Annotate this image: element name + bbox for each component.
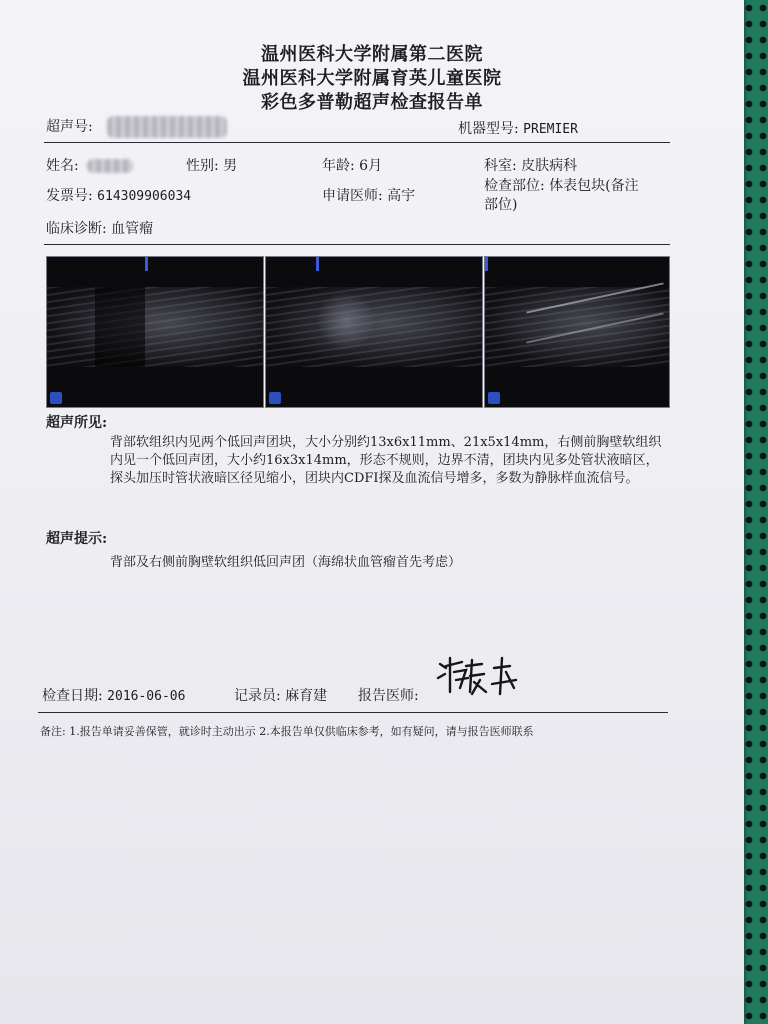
redacted-name — [87, 159, 133, 173]
probe-logo-icon — [488, 392, 500, 404]
site-value-2: 部位) — [484, 197, 518, 213]
report-doctor-label: 报告医师: — [358, 688, 419, 704]
doctor-signature — [436, 652, 526, 698]
age-field — [322, 155, 382, 175]
sex-value: 男 — [223, 158, 238, 174]
dept-field — [484, 155, 577, 175]
diagnosis-field — [46, 218, 153, 238]
depth-scale-icon — [485, 257, 488, 271]
doctor-label: 申请医师: — [322, 188, 383, 204]
invoice-field — [46, 185, 191, 205]
footer-note: 备注: 1.报告单请妥善保管，就诊时主动出示 2.本报告单仅供临床参考，如有疑问，请与报告医师联系 — [40, 725, 534, 738]
diagnosis-label: 临床诊断: — [46, 221, 107, 237]
report-title: 彩色多普勒超声检查报告单 — [261, 92, 483, 113]
probe-logo-icon — [269, 392, 281, 404]
machine-value: PREMIER — [523, 122, 578, 137]
depth-scale-icon — [145, 257, 148, 271]
exam-no-label: 超声号: — [46, 119, 93, 135]
impression-label: 超声提示: — [46, 531, 108, 547]
findings-label: 超声所见: — [46, 415, 108, 431]
ultrasound-image-2 — [265, 256, 483, 408]
findings-text: 背部软组织内见两个低回声团块，大小分别约13x6x11mm、21x5x14mm，右侧前胸壁软组织内见一个低回声团，大小约16x3x14mm，形态不规则，边界不清，团块内见多处管状液暗区，探头加压时管状液暗区径见缩小，团块内CDFI探及血流信号增多，多数为静脉样血流信号。 — [110, 435, 662, 486]
site-field — [484, 177, 639, 215]
hospital-name-2: 温州医科大学附属育英儿童医院 — [242, 68, 502, 89]
ultrasound-image-1 — [46, 256, 264, 408]
exam-date-label: 检查日期: — [42, 688, 103, 704]
sex-field — [186, 155, 237, 175]
diagnosis-value: 血管瘤 — [111, 221, 154, 237]
footer-divider — [38, 712, 668, 713]
patient-divider — [44, 244, 670, 245]
lesion-region — [316, 291, 376, 351]
ultrasound-texture — [47, 287, 263, 367]
impression-text: 背部及右侧前胸壁软组织低回声团（海绵状血管瘤首先考虑） — [110, 555, 462, 570]
dept-label: 科室: — [484, 158, 517, 174]
probe-logo-icon — [50, 392, 62, 404]
ultrasound-texture — [485, 287, 669, 367]
header-divider — [44, 142, 670, 143]
report-doctor-field — [358, 685, 419, 705]
invoice-value: 614309906034 — [97, 189, 192, 204]
age-label: 年龄: — [322, 158, 355, 174]
recorder-label: 记录员: — [234, 688, 281, 704]
invoice-label: 发票号: — [46, 188, 93, 204]
name-label: 姓名: — [46, 158, 79, 174]
doctor-value: 高宇 — [387, 188, 416, 204]
sex-label: 性别: — [186, 158, 219, 174]
site-label: 检查部位: — [484, 178, 545, 194]
exam-date-value: 2016-06-06 — [107, 689, 186, 704]
exam-no-row — [46, 116, 227, 138]
dept-value: 皮肤病科 — [521, 158, 578, 174]
recorder-field — [234, 685, 327, 705]
depth-scale-icon — [316, 257, 319, 271]
shadow-region — [95, 287, 145, 367]
machine-row — [458, 118, 578, 138]
exam-date-field — [42, 685, 185, 705]
machine-label: 机器型号: — [458, 121, 519, 137]
hospital-name-1: 温州医科大学附属第二医院 — [261, 44, 483, 65]
redacted-exam-no — [107, 116, 227, 138]
doctor-field — [322, 185, 415, 205]
name-field — [46, 155, 133, 175]
ultrasound-image-3 — [484, 256, 670, 408]
recorder-value: 麻育建 — [285, 688, 328, 704]
site-value-1: 体表包块(备注 — [549, 178, 639, 194]
age-value: 6月 — [359, 158, 383, 174]
